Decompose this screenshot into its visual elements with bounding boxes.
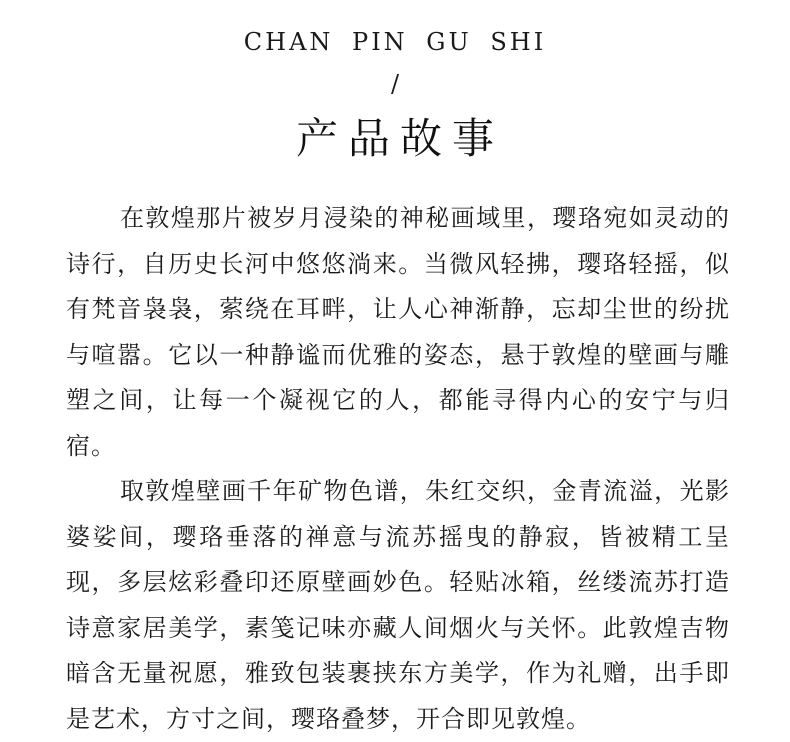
- story-body: [66, 196, 730, 742]
- subtitle-pinyin: CHAN PIN GU SHI: [243, 28, 547, 56]
- divider-slash: /: [390, 70, 400, 98]
- story-paragraph-2: 取敦煌壁画千年矿物色谱，朱红交织，金青流溢，光影婆娑间，璎珞垂落的禅意与流苏摇曳的静寂，皆被精工呈现，多层炫彩叠印还原壁画妙色。轻贴冰箱，丝缕流苏打造诗意家居美学，素笺记味亦藏人间烟火与关怀。此敦煌吉物暗含无量祝愿，雅致包装裹挟东方美学，作为礼赠，出手即是艺术，方寸之间，璎珞叠梦，开合即见敦煌。: [66, 477, 730, 733]
- story-paragraph-1: 在敦煌那片被岁月浸染的神秘画域里，璎珞宛如灵动的诗行，自历史长河中悠悠淌来。当微风轻拂，璎珞轻摇，似有梵音袅袅，萦绕在耳畔，让人心神渐静，忘却尘世的纷扰与喧嚣。它以一种静谧而优雅的姿态，悬于敦煌的壁画与雕塑之间，让每一个凝视它的人，都能寻得内心的安宁与归宿。: [66, 204, 730, 460]
- page-title: 产品故事: [295, 114, 504, 163]
